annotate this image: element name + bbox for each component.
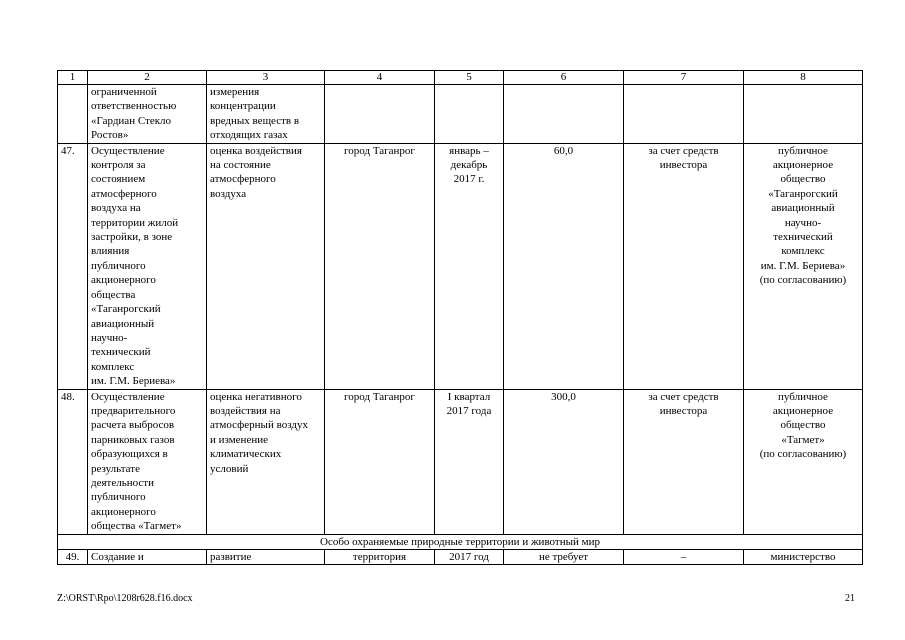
- measure-term: январь – декабрь 2017 г.: [435, 143, 504, 389]
- measure-term: [435, 85, 504, 144]
- funding-source: за счет средств инвестора: [624, 143, 744, 389]
- column-number: 1: [58, 71, 88, 85]
- measures-table: [57, 70, 863, 565]
- measure-place: [325, 85, 435, 144]
- table-row: [58, 85, 863, 144]
- section-row: [58, 534, 863, 549]
- measure-term: I квартал 2017 года: [435, 389, 504, 534]
- funding-source: [624, 85, 744, 144]
- measure-content: измерения концентрации вредных веществ в отходящих газах: [207, 85, 325, 144]
- column-number: 6: [504, 71, 624, 85]
- measure-content: оценка воздействия на состояние атмосферного воздуха: [207, 143, 325, 389]
- measure-name: Осуществление предварительного расчета выбросов парниковых газов образующихся в результате деятельности публичного акционерного общества «Тагмет»: [88, 389, 207, 534]
- measure-place: город Таганрог: [325, 143, 435, 389]
- measure-amount: 60,0: [504, 143, 624, 389]
- row-number: 47.: [58, 143, 88, 389]
- measure-amount: [504, 85, 624, 144]
- column-number: 3: [207, 71, 325, 85]
- measure-term: 2017 год: [435, 549, 504, 564]
- measure-amount: 300,0: [504, 389, 624, 534]
- measure-place: территория: [325, 549, 435, 564]
- column-number: 7: [624, 71, 744, 85]
- measure-content: оценка негативного воздействия на атмосферный воздух и изменение климатических условий: [207, 389, 325, 534]
- page-number: 21: [845, 593, 855, 604]
- table-row: [58, 549, 863, 564]
- measure-name: Создание и: [88, 549, 207, 564]
- funding-source: за счет средств инвестора: [624, 389, 744, 534]
- column-number-row: [58, 71, 863, 85]
- column-number: 8: [744, 71, 863, 85]
- executor: [744, 85, 863, 144]
- table-row: [58, 143, 863, 389]
- measure-content: развитие: [207, 549, 325, 564]
- row-number: [58, 85, 88, 144]
- measure-amount: не требует: [504, 549, 624, 564]
- column-number: 5: [435, 71, 504, 85]
- measure-place: город Таганрог: [325, 389, 435, 534]
- column-number: 4: [325, 71, 435, 85]
- executor: министерство: [744, 549, 863, 564]
- measure-name: Осуществление контроля за состоянием атмосферного воздуха на территории жилой застройки, в зоне влияния публичного акционерного общества «Таганрогский авиационный научно- технический комплекс им. Г.М. Бериева»: [88, 143, 207, 389]
- measure-name: ограниченной ответственностью «Гардиан Стекло Ростов»: [88, 85, 207, 144]
- footer-file-path: Z:\ORST\Rpo\1208r628.f16.docx: [57, 593, 193, 604]
- executor: публичное акционерное общество «Таганрогский авиационный научно- технический комплекс им. Г.М. Бериева» (по согласованию): [744, 143, 863, 389]
- executor: публичное акционерное общество «Тагмет» (по согласованию): [744, 389, 863, 534]
- column-number: 2: [88, 71, 207, 85]
- table-row: [58, 389, 863, 534]
- row-number: 48.: [58, 389, 88, 534]
- section-title: Особо охраняемые природные территории и животный мир: [58, 534, 863, 549]
- funding-source: –: [624, 549, 744, 564]
- row-number: 49.: [58, 549, 88, 564]
